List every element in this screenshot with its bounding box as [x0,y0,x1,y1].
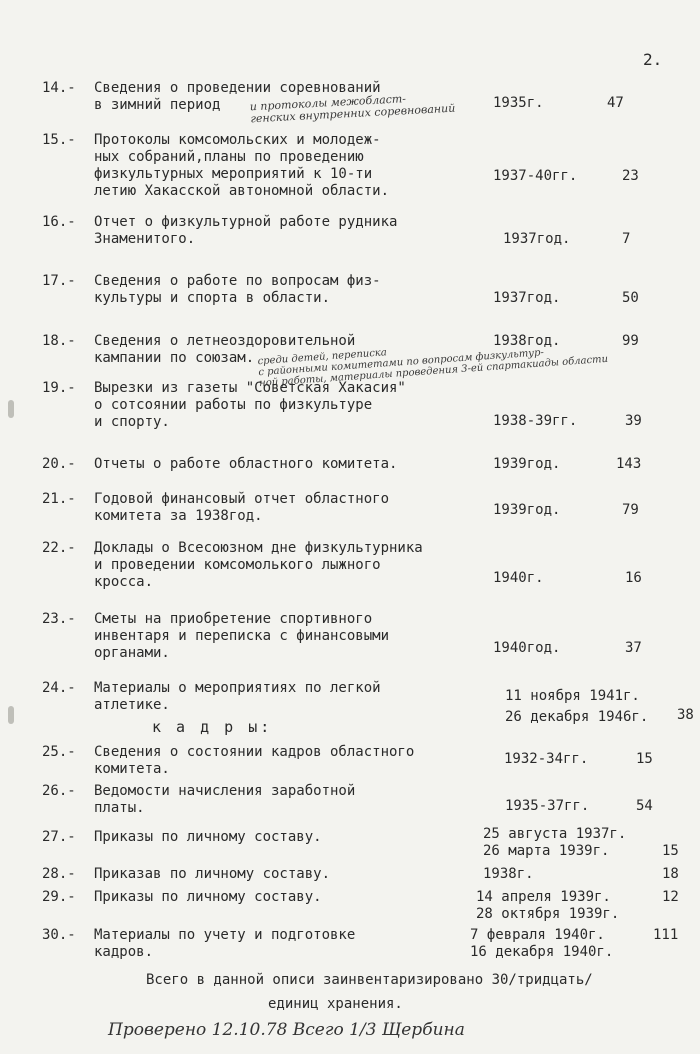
entry-description: Сведения о состоянии кадров областного комитета. [94,744,415,777]
entry-date: 1937-40гг. [493,168,578,184]
entry-number: 14.- [42,80,76,96]
total-line-2: единиц хранения. [268,996,403,1012]
entry-count: 15 [662,843,679,859]
inventory-total [146,968,593,1016]
entry-date: 1937год. [503,231,571,247]
entry-description: Доклады о Всесоюзном дне физкультурника и проведении комсомолького лыжного кросса. [94,540,423,590]
total-line-1: Всего в данной описи заинвентаризировано 30/тридцать/ [146,972,593,988]
entry-date: 1932-34гг. [504,751,589,767]
entry-number: 22.- [42,540,76,556]
entry-count: 18 [662,866,679,882]
entry-count: 111 [653,927,679,943]
entry-description: Приказав по личному составу. [94,866,331,882]
entry-number: 15.- [42,132,76,148]
handwritten-note: и протоколы межобласт- генских внутренних соревнований [249,92,456,126]
entry-count: 143 [616,456,642,472]
section-heading: к а д р ы: [152,718,273,736]
entry-description: Отчеты о работе областного комитета. [94,456,398,472]
entry-count: 99 [622,333,639,349]
entry-description: Отчет о физкультурной работе рудника Знаменитого. [94,214,398,247]
entry-number: 19.- [42,380,76,396]
entry-description: Сметы на приобретение спортивного инвентаря и переписка с финансовыми органами. [94,611,390,661]
entry-description: Сведения о летнеоздоровительной кампании по союзам. [94,333,356,366]
page-number: 2. [643,50,663,69]
entry-number: 27.- [42,829,76,845]
handwritten-signature: Проверено 12.10.78 Всего 1/3 Щербина [108,1020,465,1040]
entry-count: 23 [622,168,639,184]
entry-date: 1935г. [493,95,544,111]
entry-date: 1940год. [493,640,561,656]
entry-description: Материалы по учету и подготовке кадров. [94,927,356,960]
entry-number: 21.- [42,491,76,507]
entry-number: 17.- [42,273,76,289]
entry-count: 7 [622,231,631,247]
entry-description: Вырезки из газеты "Советская Хакасия" о сотсоянии работы по физкультуре и спорту. [94,380,406,430]
entry-date: 1938-39гг. [493,413,578,429]
entry-date: 1938год. [493,333,561,349]
entry-description: Приказы по личному составу. [94,829,322,845]
entry-description: Ведомости начисления заработной платы. [94,783,356,816]
entry-date: 1938г. [483,866,534,882]
entry-count: 54 [636,798,653,814]
entry-count: 12 [662,889,679,905]
entry-date: 25 августа 1937г. 26 марта 1939г. [483,826,627,859]
entry-count: 38 [677,707,694,723]
entry-number: 16.- [42,214,76,230]
entry-date: 7 февраля 1940г. 16 декабря 1940г. [470,927,614,960]
entry-number: 29.- [42,889,76,905]
entry-number: 24.- [42,680,76,696]
entry-count: 37 [625,640,642,656]
margin-mark [8,706,14,724]
margin-mark [8,400,14,418]
entry-number: 30.- [42,927,76,943]
entry-count: 50 [622,290,639,306]
entry-date: 11 ноября 1941г. 26 декабря 1946г. [505,688,649,725]
entry-count: 79 [622,502,639,518]
entry-description: Материалы о мероприятиях по легкой атлетике. [94,680,381,713]
entry-description: Приказы по личному составу. [94,889,322,905]
entry-date: 1940г. [493,570,544,586]
entry-number: 18.- [42,333,76,349]
entry-date: 1939год. [493,456,561,472]
entry-date: 1939год. [493,502,561,518]
entry-date: 1935-37гг. [505,798,590,814]
entry-number: 23.- [42,611,76,627]
entry-number: 20.- [42,456,76,472]
entry-number: 28.- [42,866,76,882]
entry-number: 26.- [42,783,76,799]
entry-description: Годовой финансовый отчет областного комитета за 1938год. [94,491,390,524]
entry-description: Сведения о работе по вопросам физ- культуры и спорта в области. [94,273,381,306]
entry-number: 25.- [42,744,76,760]
handwritten-note: среди детей, переписка с районными комитетами по вопросам физкультур- ной работы, материалы проведения 3-ей спартакиады области [257,347,609,390]
entry-date: 1937год. [493,290,561,306]
entry-count: 15 [636,751,653,767]
entry-count: 16 [625,570,642,586]
entry-description: Протоколы комсомольских и молодеж- ных собраний,планы по проведению физкультурных мероприятий к 10-ти летию Хакасской автономной области. [94,132,390,199]
entry-description: Сведения о проведении соревнований в зимний период [94,80,381,113]
entry-count: 47 [607,95,624,111]
entry-date: 14 апреля 1939г. 28 октября 1939г. [476,889,620,922]
entry-count: 39 [625,413,642,429]
